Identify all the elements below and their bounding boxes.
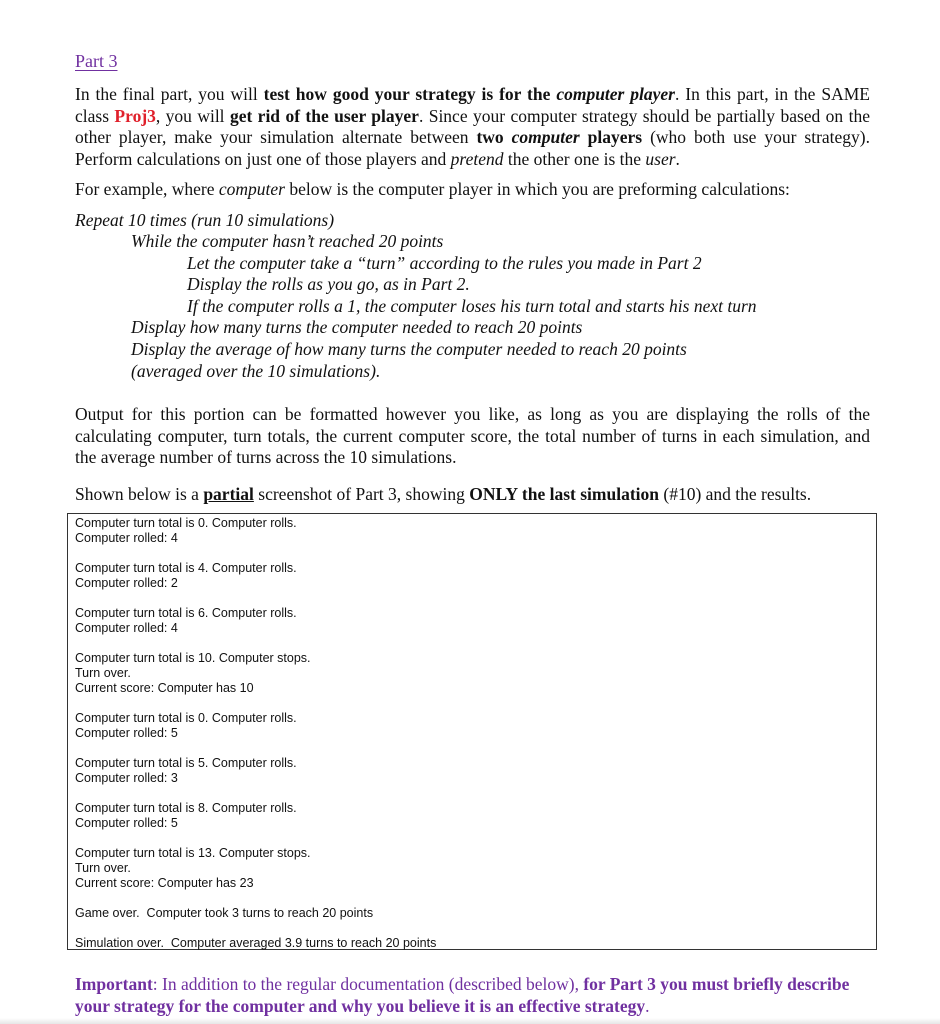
console-line: Computer rolled: 5 bbox=[75, 726, 178, 740]
console-line: Computer turn total is 0. Computer rolls. bbox=[75, 711, 297, 725]
text-run: (#10) and the results. bbox=[659, 483, 812, 504]
console-block bbox=[75, 516, 869, 546]
text-run: , you will bbox=[155, 105, 230, 126]
important-label: Important bbox=[75, 974, 153, 994]
console-output-screenshot bbox=[67, 513, 877, 950]
console-line: Computer rolled: 4 bbox=[75, 531, 178, 545]
console-block bbox=[75, 801, 869, 831]
bold-underline-run: partial bbox=[203, 483, 254, 504]
console-block bbox=[75, 561, 869, 591]
console-line: Turn over. bbox=[75, 861, 131, 875]
bold-run: for Part 3 you must briefly describe your strategy for the computer and why you believe it is an effective strategy bbox=[75, 974, 850, 1016]
section-heading: Part 3 bbox=[75, 51, 118, 71]
italic-run: pretend bbox=[450, 148, 504, 169]
page-bottom-shadow bbox=[0, 1018, 940, 1024]
text-run: screenshot of Part 3, showing bbox=[253, 483, 470, 504]
console-block bbox=[75, 906, 869, 921]
example-intro-paragraph bbox=[75, 179, 870, 201]
pseudocode-block bbox=[75, 210, 870, 383]
console-line: Computer rolled: 2 bbox=[75, 576, 178, 590]
bold-run: two bbox=[476, 127, 512, 147]
console-line: Current score: Computer has 23 bbox=[75, 876, 254, 890]
bold-run: get rid of the user player bbox=[229, 105, 419, 126]
text-run: . bbox=[675, 148, 680, 169]
console-line: Computer turn total is 6. Computer rolls. bbox=[75, 606, 297, 620]
console-line: Computer rolled: 5 bbox=[75, 816, 178, 830]
console-line: Computer turn total is 10. Computer stops. bbox=[75, 651, 311, 665]
pseudocode-line: (averaged over the 10 simulations). bbox=[131, 360, 381, 381]
console-block bbox=[75, 756, 869, 786]
class-name-highlight: Proj3 bbox=[114, 105, 156, 126]
document-page bbox=[75, 50, 870, 505]
pseudocode-line: Let the computer take a “turn” according to the rules you made in Part 2 bbox=[187, 252, 702, 273]
console-line: Turn over. bbox=[75, 666, 131, 680]
console-line: Computer turn total is 5. Computer rolls. bbox=[75, 756, 297, 770]
text-run: For example, where bbox=[75, 179, 219, 199]
bold-italic-run: computer bbox=[511, 127, 580, 147]
console-line: Computer turn total is 4. Computer rolls. bbox=[75, 561, 297, 575]
pseudocode-line: Repeat 10 times (run 10 simulations) bbox=[75, 209, 335, 230]
pseudocode-line: Display the rolls as you go, as in Part 2. bbox=[187, 274, 470, 295]
console-line: Computer turn total is 8. Computer rolls. bbox=[75, 801, 297, 815]
italic-run: user bbox=[645, 148, 676, 169]
console-line: Current score: Computer has 10 bbox=[75, 681, 254, 695]
text-run: . In this part, in the SAME class bbox=[75, 84, 870, 126]
pseudocode-line: If the computer rolls a 1, the computer loses his turn total and starts his next turn bbox=[187, 295, 757, 316]
bold-run: ONLY the last simulation bbox=[469, 483, 659, 504]
console-line: Computer turn total is 13. Computer stops. bbox=[75, 846, 311, 860]
text-run: . Since your computer strategy should be partially based on the other player, make your simulation alternate between bbox=[75, 105, 870, 147]
console-line: Computer rolled: 3 bbox=[75, 771, 178, 785]
console-line: Computer turn total is 0. Computer rolls. bbox=[75, 516, 297, 530]
console-block bbox=[75, 651, 869, 696]
text-run: (who both use your strategy). Perform calculations on just one of those players and bbox=[75, 127, 870, 169]
console-block bbox=[75, 711, 869, 741]
console-block bbox=[75, 846, 869, 891]
important-note bbox=[75, 974, 870, 1017]
text-run: Shown below is a bbox=[75, 483, 204, 504]
console-line: Game over. Computer took 3 turns to reach 20 points bbox=[75, 906, 374, 920]
pseudocode-line: Display the average of how many turns the computer needed to reach 20 points bbox=[131, 339, 687, 360]
console-block bbox=[75, 606, 869, 636]
pseudocode-line: While the computer hasn’t reached 20 points bbox=[131, 231, 444, 252]
console-line: Computer rolled: 4 bbox=[75, 621, 178, 635]
italic-run: computer bbox=[218, 179, 285, 199]
console-block bbox=[75, 936, 869, 951]
output-paragraph: Output for this portion can be formatted however you like, as long as you are displaying the rolls of the calculating computer, turn totals, the current computer score, the total number of turns in each simulation, and the average number of turns across the 10 simulations. bbox=[75, 404, 870, 468]
text-run: the other one is the bbox=[503, 148, 646, 169]
intro-paragraph bbox=[75, 84, 870, 170]
pseudocode-line: Display how many turns the computer needed to reach 20 points bbox=[131, 317, 583, 338]
text-run: . bbox=[645, 995, 650, 1016]
bold-italic-run: computer player bbox=[556, 84, 675, 104]
bold-run: test how good your strategy is for the bbox=[263, 84, 557, 104]
screenshot-intro-paragraph bbox=[75, 484, 870, 506]
console-line: Simulation over. Computer averaged 3.9 turns to reach 20 points bbox=[75, 936, 437, 950]
bold-run: players bbox=[579, 127, 643, 147]
text-run: In the final part, you will bbox=[75, 84, 264, 104]
text-run: : In addition to the regular documentation (described below), bbox=[152, 974, 584, 994]
text-run: below is the computer player in which you are preforming calculations: bbox=[284, 179, 790, 199]
